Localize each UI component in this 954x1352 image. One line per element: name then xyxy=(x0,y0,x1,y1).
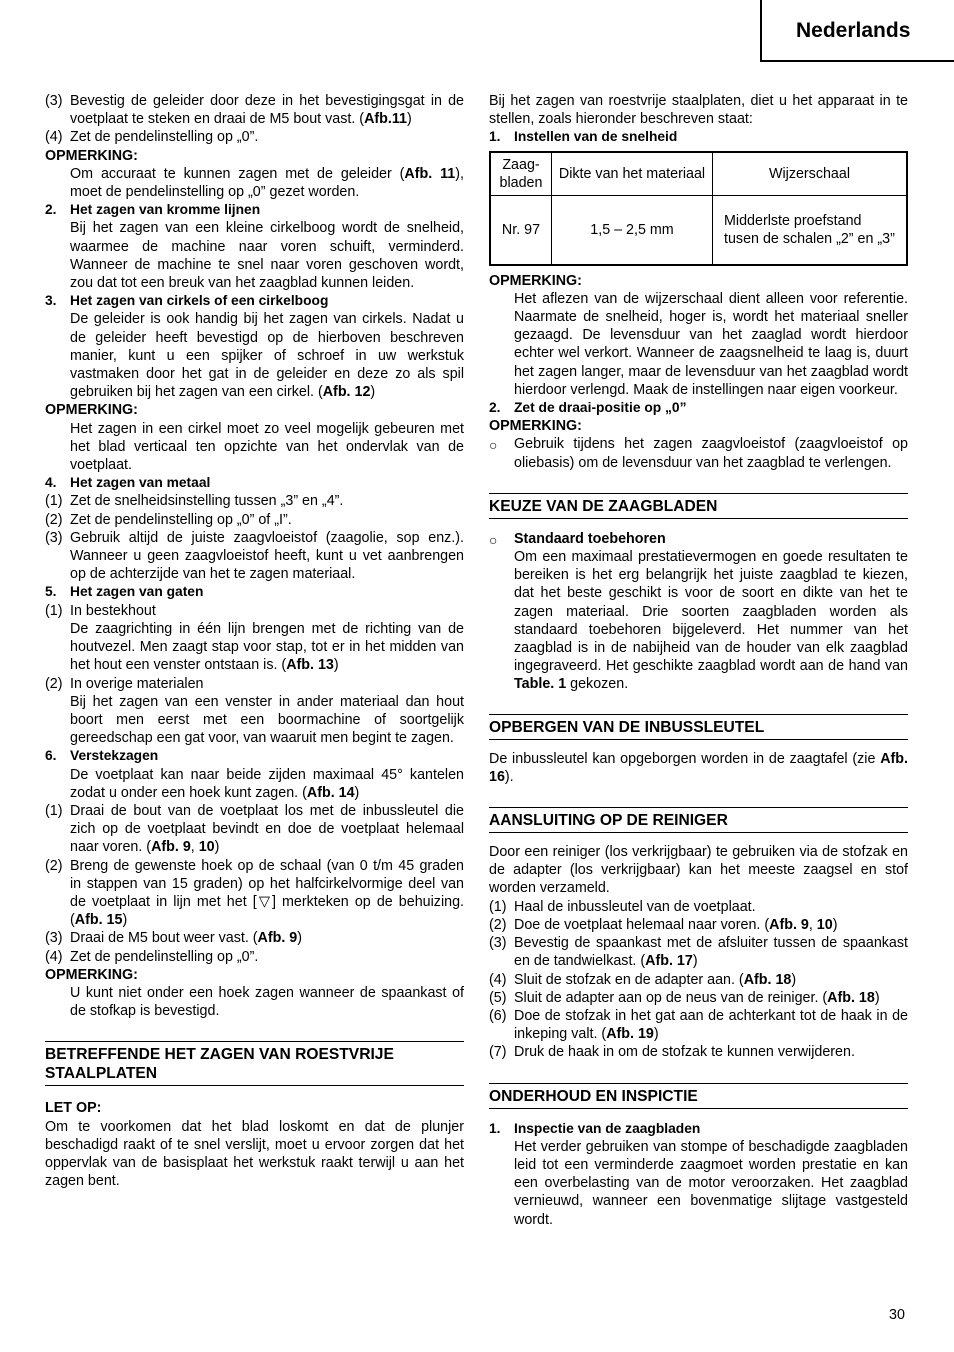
aansluiting-step: (2) Doe de voetplaat helemaal naar voren. (Afb. 9, 10) xyxy=(489,916,838,933)
circle-bullet-icon: ○ xyxy=(489,531,498,548)
circle-bullet-icon: ○ xyxy=(489,437,498,454)
subheading-circles: 3. Het zagen van cirkels of een cirkelboog xyxy=(45,293,329,309)
subheading-dial: 2. Zet de draai-positie op „0” xyxy=(489,400,687,416)
inspection-text: Het verder gebruiken van stompe of beschadigde zaagbladen leid tot een verminderde zaagmoet worden prestatie en kan een overbelasting van de motor veroorzaken. Het zaagblad vernieuwd, wanneer een bovenmatige slijtage vastgesteld wordt. xyxy=(514,1138,908,1228)
subheading-speed: 1. Instellen van de snelheid xyxy=(489,129,678,145)
aansluiting-step: (3) Bevestig de spaankast met de afsluiter tussen de spaankast en de tandwielkast. (Afb. 17) xyxy=(489,935,908,970)
note-label: OPMERKING: xyxy=(489,418,582,435)
metal-step: (1) Zet de snelheidsinstelling tussen „3” en „4”. xyxy=(45,493,344,510)
holes-text: De zaagrichting in één lijn brengen met de richting van de houtvezel. Men zaagt stap voor stap, tot er in het midden van het hout een venster ontstaan is. (Afb. 13) xyxy=(70,620,464,674)
stainless-intro: Bij het zagen van roestvrije staalplaten, diet u het apparaat in te stellen, zoals hieronder beschreven staat: xyxy=(489,93,908,128)
subheading-inspection: 1. Inspectie van de zaagbladen xyxy=(489,1120,701,1136)
step-4-pendulum: (4) Zet de pendelinstelling op „0”. xyxy=(45,129,259,146)
subheading-curves: 2. Het zagen van kromme lijnen xyxy=(45,202,261,218)
note-label: OPMERKING: xyxy=(489,272,582,289)
opbergen-text: De inbussleutel kan opgeborgen worden in de zaagtafel (zie Afb. 16). xyxy=(489,750,908,785)
metal-step: (3) Gebruik altijd de juiste zaagvloeistof (zaagolie, sop enz.). Wanneer u geen zaagvloeistof heeft, kunt u vet aanbrengen op de achterzijde van het te zagen materiaal. xyxy=(45,529,464,583)
section-heading-opbergen: OPBERGEN VAN DE INBUSSLEUTEL xyxy=(489,714,908,740)
table-row xyxy=(490,195,907,265)
language-label: Nederlands xyxy=(796,19,911,42)
bevel-step: (4) Zet de pendelinstelling op „0”. xyxy=(45,948,259,965)
bevel-text: De voetplaat kan naar beide zijden maximaal 45° kantelen zodat u onder een hoek kunt zagen. (Afb. 14) xyxy=(70,766,464,801)
table-header-cell: Dikte van het materiaal xyxy=(552,152,713,196)
aansluiting-step: (6) Doe de stofzak in het gat aan de achterkant tot de haak in de inkeping valt. (Afb. 19) xyxy=(489,1007,908,1043)
aansluiting-step: (5) Sluit de adapter aan op de neus van de reiniger. (Afb. 18) xyxy=(489,989,880,1006)
section-heading-stainless: BETREFFENDE HET ZAGEN VAN ROESTVRIJE STAALPLATEN xyxy=(45,1041,464,1086)
holes-step: (1) In bestekhout xyxy=(45,602,156,619)
metal-step: (2) Zet de pendelinstelling op „0” of „I”. xyxy=(45,511,292,528)
subheading-metal: 4. Het zagen van metaal xyxy=(45,475,211,491)
curves-text: Bij het zagen van een kleine cirkelboog wordt de snelheid, waarmee de machine naar voren schuift, verminderd. Wanneer de machine te snel naar voren geschoven wordt, zou dat tot een breuk van het zaagblad kunnen leiden. xyxy=(70,220,464,292)
subheading-bevel: 6. Verstekzagen xyxy=(45,748,159,764)
table-cell: 1,5 – 2,5 mm xyxy=(552,195,713,265)
aansluiting-step: (7) Druk de haak in om de stofzak te kunnen verwijderen. xyxy=(489,1044,855,1061)
speed-table xyxy=(489,151,908,266)
bevel-step: (3) Draai de M5 bout weer vast. (Afb. 9) xyxy=(45,930,303,947)
table-header-cell: Wijzerschaal xyxy=(713,152,908,196)
section-heading-keuze: KEUZE VAN DE ZAAGBLADEN xyxy=(489,493,908,519)
standard-accessories-text: Om een maximaal prestatievermogen en goede resultaten te bereiken is het erg belangrijk het juiste zaagblad te kiezen, dat het beste geschikt is voor de soort en dikte van het te zagen materiaal. Drie soorten zaagbladen worden als standaard toebehoren bijgeleverd. Het nummer van het zaagblad is in de nabijheid van de houder van elk zaagblad ingegraveerd. Het geschikte zaagblad wordt aan de hand van Table. 1 gekozen. xyxy=(514,549,908,693)
language-tab xyxy=(760,0,954,62)
left-column xyxy=(45,92,464,1190)
section-heading-onderhoud: ONDERHOUD EN INSPICTIE xyxy=(489,1083,908,1109)
circles-text: De geleider is ook handig bij het zagen van cirkels. Nadat u de geleider heeft bevestigd op de hierboven beschreven manier, kunt u een spijker of schroef in uw werkstuk vastmaken door het gat in de geleider en deze zo als spil gebruiken bij het zagen van een cirkel. (Afb. 12) xyxy=(70,311,464,401)
note-bullet: ○ Gebruik tijdens het zagen zaagvloeistof (zaagvloeistof op oliebasis) om de levensduur van het zaagblad te verlengen. xyxy=(489,436,908,471)
bevel-step: (1) Draai de bout van de voetplaat los met de inbussleutel die zich op de voetplaat bevindt en doe de voetplaat helemaal naar voren. (Afb. 9, 10) xyxy=(45,802,464,856)
standard-accessories: ○ Standaard toebehoren xyxy=(489,530,666,548)
step-3-attach-guide: (3) Bevestig de geleider door deze in het bevestigingsgat in de voetplaat te steken en draai de M5 bout vast. (Afb.11) xyxy=(45,93,464,128)
note-text: Het aflezen van de wijzerschaal dient alleen voor referentie. Naarmate de snelheid, hoger is, wordt het materiaal sneller gezaagd. De levensduur van het zaaglad wordt hierdoor echter wel verkort. Wanneer de zaagsnelheid te laag is, duurt het zagen langer, maar de levensduur van het zaagblad wordt hierdoor verlengd. Maak de instellingen naar eigen voorkeur. xyxy=(514,290,908,398)
holes-step: (2) In overige materialen xyxy=(45,675,204,692)
aansluiting-step: (1) Haal de inbussleutel van de voetplaat. xyxy=(489,898,756,915)
bevel-step: (2) Breng de gewenste hoek op de schaal (van 0 t/m 45 graden in stappen van 15 graden) op het halfcirkelvormige deel van de voetplaat in lijn met het [▽] merkteken op de behuizing. (Afb. 15) xyxy=(45,857,464,929)
table-cell: Midderlste proefstand tusen de schalen „2” en „3” xyxy=(713,195,908,265)
aansluiting-step: (4) Sluit de stofzak en de adapter aan. (Afb. 18) xyxy=(489,971,797,988)
subheading-holes: 5. Het zagen van gaten xyxy=(45,584,204,600)
table-header-row xyxy=(490,152,907,196)
caution-label: LET OP: xyxy=(45,1100,102,1117)
table-header-cell: Zaag-bladen xyxy=(490,152,552,196)
aansluiting-intro: Door een reiniger (los verkrijgbaar) te gebruiken via de stofzak en de adapter (los verkrijgbaar) kan het meeste zaagsel en stof worden verzameld. xyxy=(489,844,908,897)
caution-text: Om te voorkomen dat het blad loskomt en dat de plunjer beschadigd raakt of te snel verslijt, moet u ervoor zorgen dat het oppervlak van de basisplaat het werkstuk raakt terwijl u aan het zagen bent. xyxy=(45,1118,464,1190)
note-label: OPMERKING: xyxy=(45,147,138,164)
note-text: U kunt niet onder een hoek zagen wanneer de spaankast of de stofkap is bevestigd. xyxy=(70,984,464,1020)
note-text: Het zagen in een cirkel moet zo veel mogelijk gebeuren met het blad verticaal ten opzichte van het ondervlak van de voetplaat. xyxy=(70,420,464,474)
note-text: Om accuraat te kunnen zagen met de geleider (Afb. 11), moet de pendelinstelling op „0” gezet worden. xyxy=(70,165,464,201)
note-label: OPMERKING: xyxy=(45,966,138,983)
right-column xyxy=(489,92,908,1229)
page-number: 30 xyxy=(889,1307,905,1323)
holes-text: Bij het zagen van een venster in ander materiaal dan hout boort men eerst met een boormachine of soortgelijk gereedschap een gat voor, van waaruit men begint te zagen. xyxy=(70,693,464,747)
section-heading-aansluiting: AANSLUITING OP DE REINIGER xyxy=(489,807,908,833)
note-label: OPMERKING: xyxy=(45,402,138,419)
table-cell: Nr. 97 xyxy=(490,195,552,265)
